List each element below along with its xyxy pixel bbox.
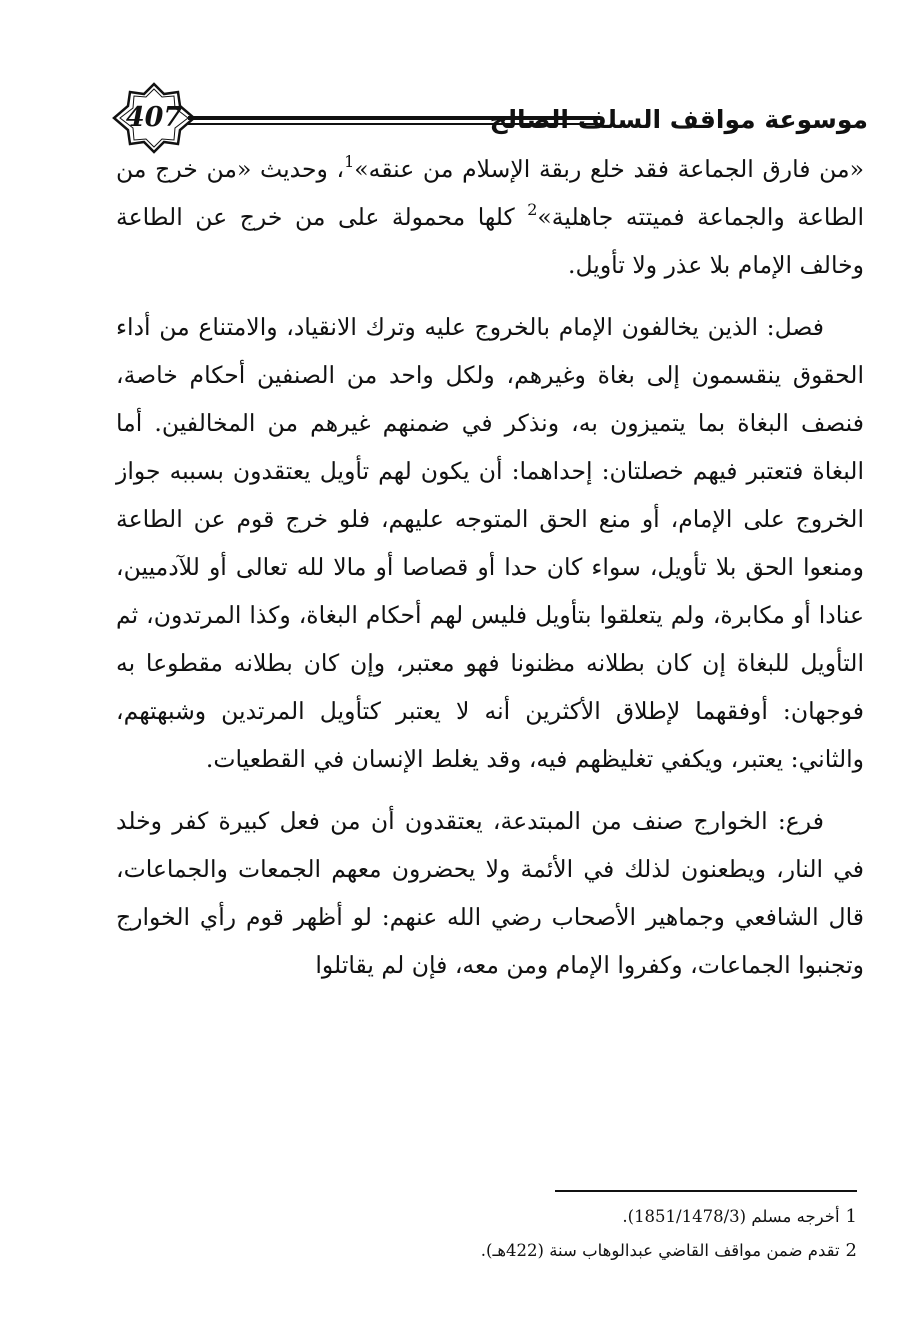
footnote-number: 2 [845, 1240, 857, 1261]
footnote-ref: 1 [344, 152, 355, 171]
footnotes [300, 1202, 857, 1270]
main-text [116, 145, 864, 989]
footnote [300, 1236, 857, 1266]
paragraph-text: كلها محمولة على من خرج عن الطاعة وخالف الإمام بلا عذر ولا تأويل. [116, 203, 864, 279]
footnote-ref: 2 [527, 200, 538, 219]
page-number: 407 [125, 102, 183, 133]
paragraph-text: ، وحديث «من خرج من الطاعة والجماعة فميتته جاهلية» [116, 155, 864, 231]
footnote [300, 1202, 857, 1232]
page-header [0, 0, 924, 150]
paragraph: فرع: الخوارج صنف من المبتدعة، يعتقدون أن من فعل كبيرة كفر وخلد في النار، ويطعنون لذلك في الأئمة ولا يحضرون معهم الجمعات والجماعات، قال الشافعي وجماهير الأصحاب رضي الله عنهم: لو أظهر قوم رأي الخوارج وتجنبوا الجماعات، وكفروا الإمام ومن معه، فإن لم يقاتلوا [116, 807, 864, 979]
footnote-separator [555, 1190, 857, 1192]
page-number-badge [112, 82, 196, 154]
series-title: موسوعة مواقف السلف الصالح [489, 105, 868, 134]
footnote-text: تقدم ضمن مواقف القاضي عبدالوهاب سنة (422هـ). [480, 1241, 840, 1260]
paragraph [116, 145, 864, 289]
paragraph-text: «من فارق الجماعة فقد خلع ربقة الإسلام من عنقه» [354, 155, 864, 183]
footnote-text: أخرجه مسلم (1851/1478/3). [622, 1207, 840, 1226]
paragraph: فصل: الذين يخالفون الإمام بالخروج عليه وترك الانقياد، والامتناع من أداء الحقوق ينقسمون إلى بغاة وغيرهم، ولكل واحد من الصنفين أحكام خاصة، فنصف البغاة بما يتميزون به، ونذكر في ضمنهم غيرهم من المخالفين. أما البغاة فتعتبر فيهم خصلتان: إحداهما: أن يكون لهم تأويل يعتقدون بسببه جواز الخروج على الإمام، أو منع الحق المتوجه عليهم، فلو خرج قوم عن الطاعة ومنعوا الحق بلا تأويل، سواء كان حدا أو قصاصا أو مالا لله تعالى أو للآدميين، عنادا أو مكابرة، ولم يتعلقوا بتأويل فليس لهم أحكام البغاة، وكذا المرتدون، ثم التأويل للبغاة إن كان بطلانه مظنونا فهو معتبر، وإن كان بطلانه مقطوعا به فوجهان: أوفقهما لإطلاق الأكثرين أنه لا يعتبر كتأويل المرتدين وشبهتهم، والثاني: يعتبر، ويكفي تغليظهم فيه، وقد يغلط الإنسان في القطعيات. [116, 313, 864, 773]
footnote-number: 1 [845, 1206, 857, 1227]
